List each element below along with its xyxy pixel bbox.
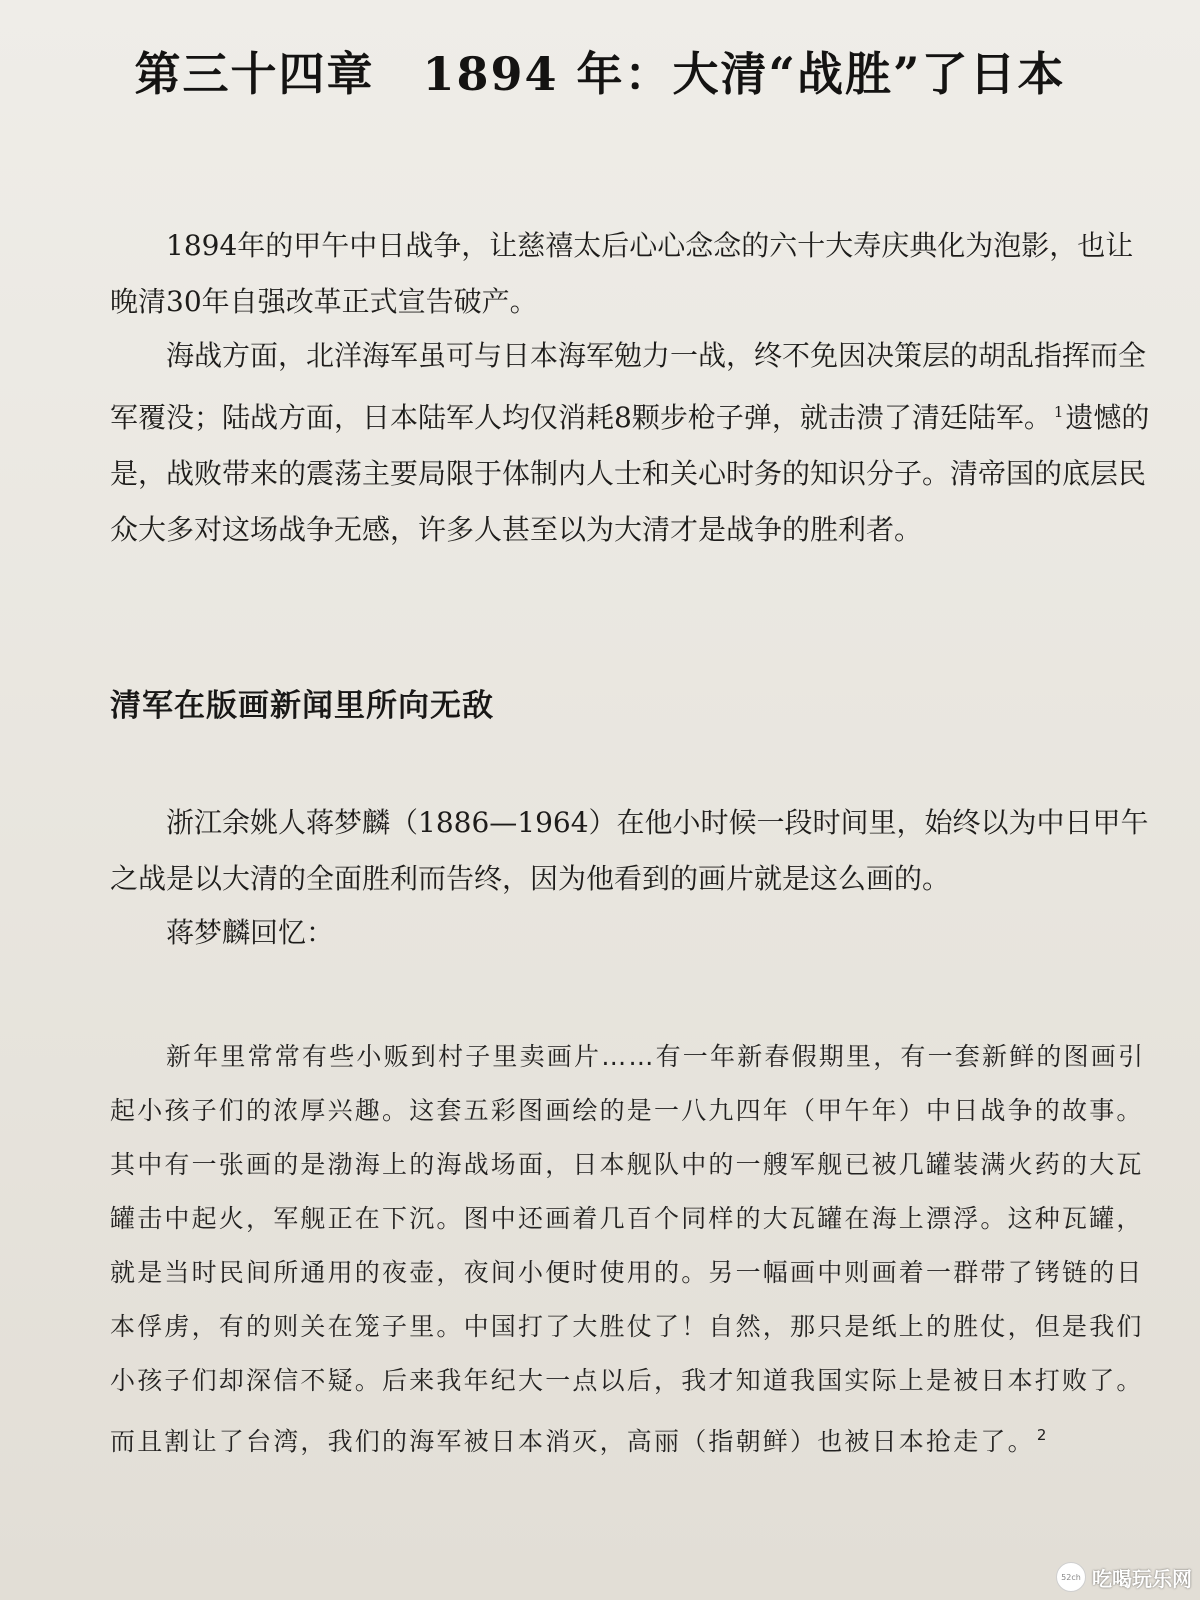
footnote-marker-2: 2 [1036, 1426, 1049, 1444]
block-quote [110, 1030, 1160, 1469]
bleed-through-text-middle [180, 640, 684, 677]
paragraph-1: 1894年的甲午中日战争，让慈禧太后心心念念的六十大寿庆典化为泡影，也让晚清30年自强改革正式宣告破产。 [110, 229, 1134, 318]
watermark-text: 吃喝玩乐网 [1092, 1566, 1192, 1591]
section-heading: 清军在版画新闻里所向无敌 [110, 688, 494, 724]
block-quote-text: 新年里常常有些小贩到村子里卖画片……有一年新春假期里，有一套新鲜的图画引起小孩子们的浓厚兴趣。这套五彩图画绘的是一八九四年（甲午年）中日战争的故事。其中有一张画的是渤海上的海战场面，日本舰队中的一艘军舰已被几罐装满火药的大瓦罐击中起火，军舰正在下沉。图中还画着几百个同样的大瓦罐在海上漂浮。这种瓦罐，就是当时民间所通用的夜壶，夜间小便时使用的。另一幅画中则画着一群带了铐链的日本俘虏，有的则关在笼子里。中国打了大胜仗了！自然，那只是纸上的胜仗，但是我们小孩子们却深信不疑。后来我年纪大一点以后，我才知道我国实际上是被日本打败了。而且割让了台湾，我们的海军被日本消灭，高丽（指朝鲜）也被日本抢走了。 [110, 1042, 1146, 1456]
paragraph-2 [110, 328, 1160, 558]
watermark-logo-icon: 52ch [1056, 1562, 1086, 1592]
footnote-marker-1: 1 [1053, 403, 1064, 421]
chapter-title: 第三十四章 1894 年：大清“战胜”了日本 [134, 47, 1066, 101]
paragraph-1-block [110, 218, 1160, 330]
paragraph-2-block [110, 328, 1160, 558]
paragraph-4-block [110, 905, 1160, 961]
paragraph-4: 蒋梦麟回忆： [166, 916, 335, 949]
paragraph-3-block [110, 795, 1160, 907]
paragraph-3: 浙江余姚人蒋梦麟（1886—1964）在他小时候一段时间里，始终以为中日甲午之战是以大清的全面胜利而告终，因为他看到的画片就是这么画的。 [110, 806, 1149, 895]
site-watermark [1056, 1562, 1192, 1592]
paragraph-2-part-2: 遗憾的是，战败带来的震荡主要局限于体制内人士和关心时务的知识分子。清帝国的底层民众大多对这场战争无感，许多人甚至以为大清才是战争的胜利者。 [110, 401, 1150, 546]
paragraph-2-part-1: 海战方面，北洋海军虽可与日本海军勉力一战，终不免因决策层的胡乱指挥而全军覆没；陆战方面，日本陆军人均仅消耗8颗步枪子弹，就击溃了清廷陆军。 [110, 339, 1147, 434]
